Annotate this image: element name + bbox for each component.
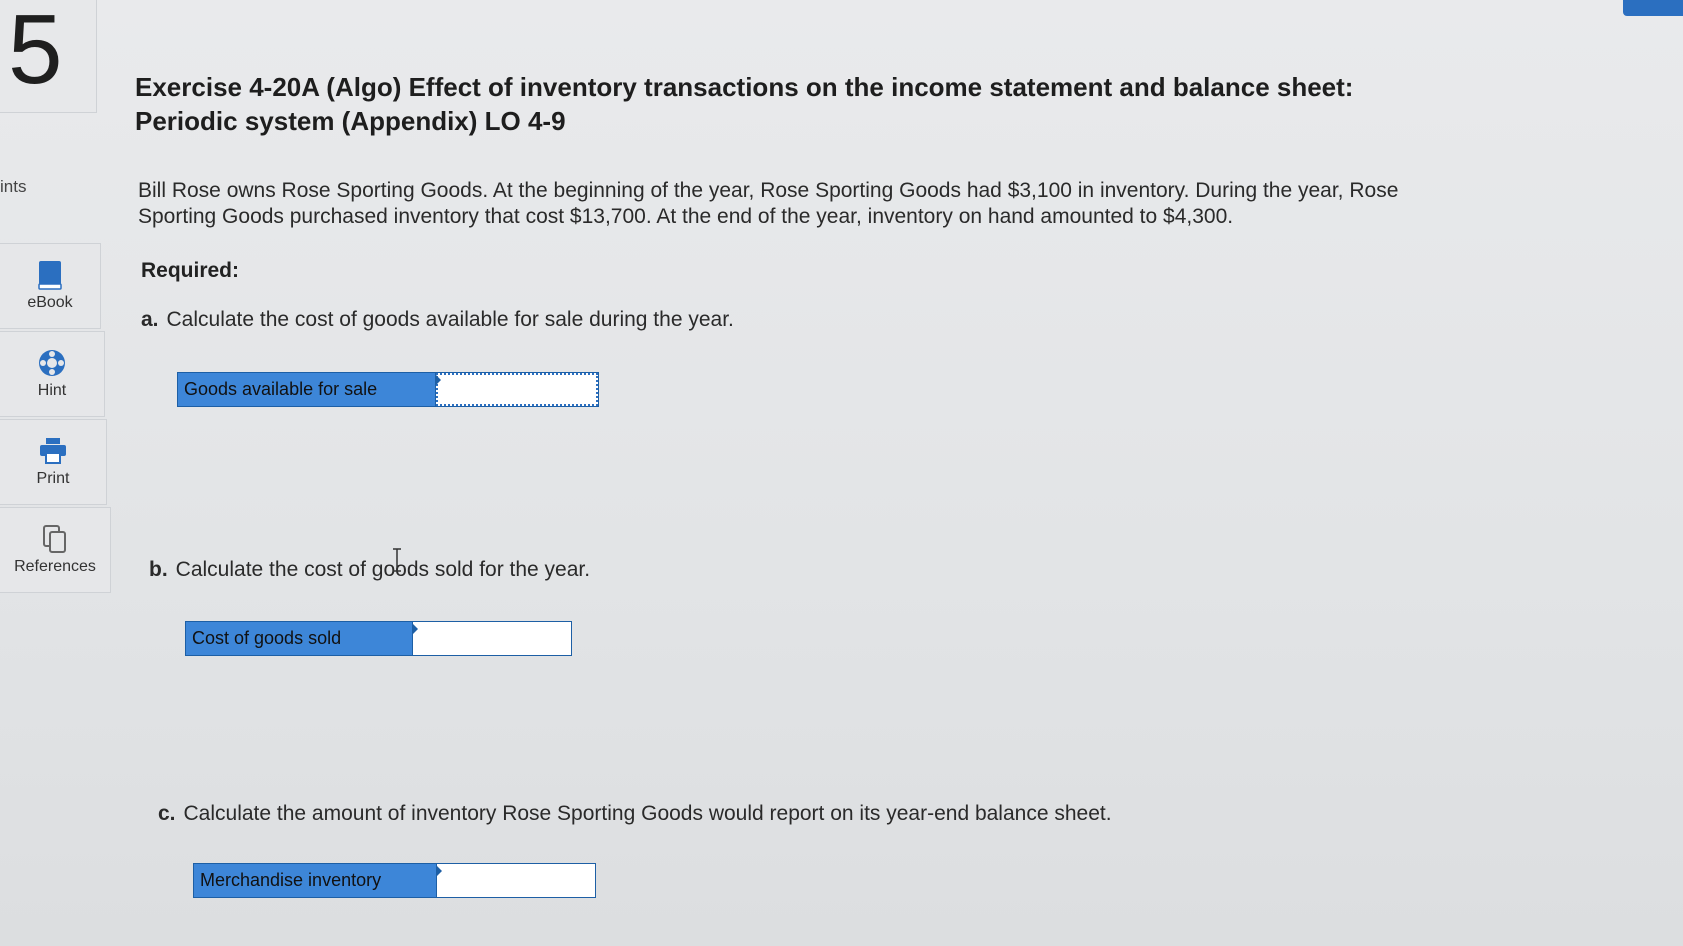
merchandise-inventory-input[interactable]: [437, 864, 595, 897]
question-letter: c.: [158, 802, 176, 825]
sidebar-item-ebook[interactable]: [0, 243, 101, 329]
question-letter: b.: [149, 558, 168, 581]
lifebuoy-icon: [37, 348, 67, 378]
sidebar-item-label: References: [14, 558, 96, 575]
question-text: Calculate the cost of goods sold for the year.: [175, 558, 591, 581]
copy-pages-icon: [40, 524, 70, 554]
points-label: ints: [0, 177, 27, 196]
question-a: [141, 308, 734, 332]
answer-label: Goods available for sale: [178, 373, 436, 406]
exercise-title: Exercise 4-20A (Algo) Effect of inventory transactions on the income statement and balance sheet: Periodic system (Appendix) LO 4-9: [135, 72, 1354, 136]
book-icon: [35, 260, 65, 290]
exercise-intro: Bill Rose owns Rose Sporting Goods. At the beginning of the year, Rose Sporting Goods had $3,100 in inventory. During the year, Rose Sporting Goods purchased inventory that cost $13,700. At the end of the year, inventory on hand amounted to $4,300.: [138, 179, 1399, 228]
printer-icon: [38, 436, 68, 466]
top-right-tab[interactable]: [1623, 0, 1683, 16]
question-text: Calculate the amount of inventory Rose Sporting Goods would report on its year-end balance sheet.: [183, 802, 1112, 825]
required-heading: Required:: [141, 259, 240, 282]
goods-available-input[interactable]: [436, 373, 598, 406]
question-number-box: [0, 0, 97, 113]
answer-row-merchandise-inventory: [193, 863, 596, 898]
cost-of-goods-sold-input[interactable]: [413, 622, 571, 655]
question-letter: a.: [141, 308, 159, 331]
question-text: Calculate the cost of goods available for sale during the year.: [166, 308, 734, 331]
question-c: [158, 802, 1112, 826]
sidebar-item-label: Print: [36, 470, 70, 487]
question-b: [149, 558, 590, 582]
tools-sidebar: [0, 243, 110, 595]
sidebar-item-references[interactable]: [0, 507, 111, 593]
answer-row-cost-of-goods-sold: [185, 621, 572, 656]
answer-label: Merchandise inventory: [194, 864, 437, 897]
text-cursor-icon: [392, 548, 402, 572]
question-number: 5: [8, 0, 63, 104]
answer-row-goods-available: [177, 372, 599, 407]
sidebar-item-hint[interactable]: [0, 331, 105, 417]
sidebar-item-label: Hint: [37, 382, 67, 399]
sidebar-item-print[interactable]: [0, 419, 107, 505]
sidebar-item-label: eBook: [27, 294, 73, 311]
answer-label: Cost of goods sold: [186, 622, 413, 655]
